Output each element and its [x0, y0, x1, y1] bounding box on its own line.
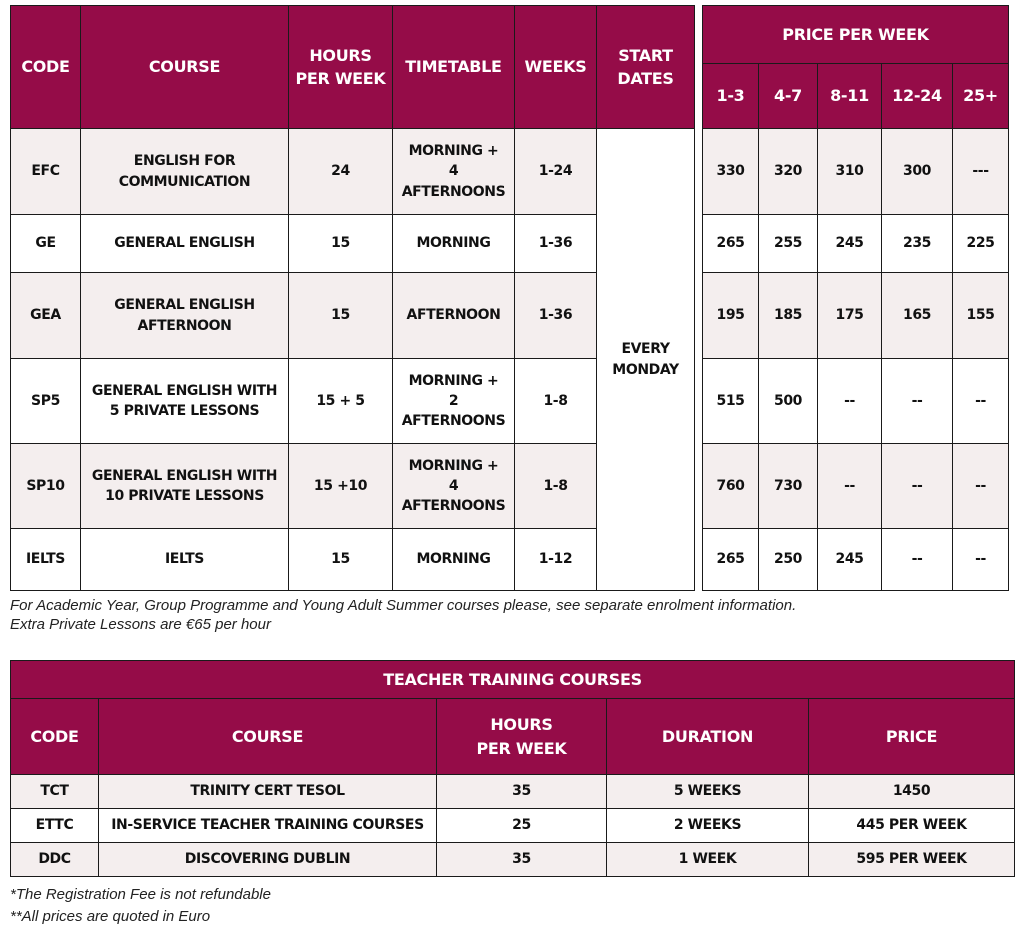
- price-cell: 250: [759, 529, 818, 591]
- timetable: MORNING: [393, 215, 515, 273]
- price-cell: 310: [818, 129, 882, 215]
- weeks: 1-8: [515, 444, 597, 529]
- column-gap: [695, 129, 703, 591]
- price-cell: --: [882, 529, 953, 591]
- price-cell: --: [818, 359, 882, 444]
- course-name: GENERAL ENGLISH: [81, 215, 289, 273]
- note-extra-private-lessons: Extra Private Lessons are €65 per hour: [10, 616, 271, 633]
- header-course: COURSE: [81, 6, 289, 129]
- price-cell: --: [882, 444, 953, 529]
- table-row: [11, 215, 1009, 273]
- tt-hours: 35: [437, 843, 607, 877]
- course-code: IELTS: [11, 529, 81, 591]
- price-cell: 245: [818, 215, 882, 273]
- price-cell: 195: [703, 273, 759, 359]
- price-cell: 760: [703, 444, 759, 529]
- tt-header-hours-line2: PER WEEK: [476, 738, 567, 758]
- timetable: MORNING: [393, 529, 515, 591]
- header-start-dates: [597, 6, 695, 129]
- tt-duration: 1 WEEK: [607, 843, 809, 877]
- timetable: MORNING + 2 AFTERNOONS: [393, 359, 515, 444]
- course-name: IELTS: [81, 529, 289, 591]
- price-cell: 330: [703, 129, 759, 215]
- tt-course: DISCOVERING DUBLIN: [99, 843, 437, 877]
- price-cell: 320: [759, 129, 818, 215]
- column-gap: [695, 6, 703, 129]
- teacher-training-table: [10, 660, 1015, 877]
- tt-code: TCT: [11, 775, 99, 809]
- header-price-band: 1-3: [703, 64, 759, 129]
- table-row: [11, 529, 1009, 591]
- table-row: [11, 129, 1009, 215]
- hours-per-week: 15 + 5: [289, 359, 393, 444]
- header-start-line2: DATES: [617, 69, 674, 88]
- weeks: 1-8: [515, 359, 597, 444]
- price-cell: --: [953, 359, 1009, 444]
- hours-per-week: 15 +10: [289, 444, 393, 529]
- price-cell: 165: [882, 273, 953, 359]
- hours-per-week: 15: [289, 273, 393, 359]
- course-name: ENGLISH FOR COMMUNICATION: [81, 129, 289, 215]
- tt-duration: 2 WEEKS: [607, 809, 809, 843]
- price-cell: --: [953, 529, 1009, 591]
- price-cell: 500: [759, 359, 818, 444]
- tt-duration: 5 WEEKS: [607, 775, 809, 809]
- timetable: MORNING + 4 AFTERNOONS: [393, 129, 515, 215]
- header-hours-line2: PER WEEK: [295, 69, 386, 88]
- tt-code: DDC: [11, 843, 99, 877]
- header-price-band: 4-7: [759, 64, 818, 129]
- weeks: 1-36: [515, 215, 597, 273]
- price-cell: 255: [759, 215, 818, 273]
- footnote-registration-fee: *The Registration Fee is not refundable: [10, 886, 271, 903]
- price-cell: --: [882, 359, 953, 444]
- tt-header-code: CODE: [11, 699, 99, 775]
- tt-course: TRINITY CERT TESOL: [99, 775, 437, 809]
- course-code: GEA: [11, 273, 81, 359]
- header-code: CODE: [11, 6, 81, 129]
- tt-course: IN-SERVICE TEACHER TRAINING COURSES: [99, 809, 437, 843]
- header-hours-line1: HOURS: [309, 45, 372, 65]
- hours-per-week: 15: [289, 529, 393, 591]
- price-cell: 235: [882, 215, 953, 273]
- weeks: 1-24: [515, 129, 597, 215]
- timetable: MORNING + 4 AFTERNOONS: [393, 444, 515, 529]
- course-code: EFC: [11, 129, 81, 215]
- table-row: [11, 273, 1009, 359]
- tt-code: ETTC: [11, 809, 99, 843]
- header-start-line1: START: [618, 45, 673, 65]
- price-cell: 300: [882, 129, 953, 215]
- table-row: [11, 843, 1015, 877]
- course-name: GENERAL ENGLISH WITH 10 PRIVATE LESSONS: [81, 444, 289, 529]
- course-code: SP10: [11, 444, 81, 529]
- hours-per-week: 24: [289, 129, 393, 215]
- course-price-table: [10, 5, 1009, 591]
- tt-header-hours-per-week: [437, 699, 607, 775]
- tt-header-hours-line1: HOURS: [490, 715, 553, 735]
- teacher-training-title: TEACHER TRAINING COURSES: [11, 661, 1015, 699]
- tt-price: 445 PER WEEK: [809, 809, 1015, 843]
- hours-per-week: 15: [289, 215, 393, 273]
- weeks: 1-36: [515, 273, 597, 359]
- price-cell: 265: [703, 529, 759, 591]
- header-weeks: WEEKS: [515, 6, 597, 129]
- table-row: [11, 359, 1009, 444]
- tt-header-duration: DURATION: [607, 699, 809, 775]
- course-name: GENERAL ENGLISH WITH 5 PRIVATE LESSONS: [81, 359, 289, 444]
- header-price-band: 25+: [953, 64, 1009, 129]
- course-code: SP5: [11, 359, 81, 444]
- tt-price: 1450: [809, 775, 1015, 809]
- price-cell: 515: [703, 359, 759, 444]
- note-academic-year: For Academic Year, Group Programme and Young Adult Summer courses please, see separate enrolment information.: [10, 597, 797, 614]
- tt-hours: 25: [437, 809, 607, 843]
- start-dates-line1: EVERY: [621, 341, 670, 358]
- price-cell: ---: [953, 129, 1009, 215]
- price-cell: 225: [953, 215, 1009, 273]
- price-cell: 185: [759, 273, 818, 359]
- header-price-band: 12-24: [882, 64, 953, 129]
- price-cell: --: [818, 444, 882, 529]
- tt-header-price: PRICE: [809, 699, 1015, 775]
- weeks: 1-12: [515, 529, 597, 591]
- start-dates-line2: MONDAY: [612, 361, 679, 378]
- footnote-prices-in-euro: **All prices are quoted in Euro: [10, 908, 211, 925]
- price-cell: 175: [818, 273, 882, 359]
- header-price-band: 8-11: [818, 64, 882, 129]
- tt-hours: 35: [437, 775, 607, 809]
- table-row: [11, 775, 1015, 809]
- header-price-per-week: PRICE PER WEEK: [703, 6, 1009, 64]
- table-row: [11, 444, 1009, 529]
- price-cell: 155: [953, 273, 1009, 359]
- price-cell: 730: [759, 444, 818, 529]
- header-hours-per-week: [289, 6, 393, 129]
- tt-price: 595 PER WEEK: [809, 843, 1015, 877]
- course-code: GE: [11, 215, 81, 273]
- course-name: GENERAL ENGLISH AFTERNOON: [81, 273, 289, 359]
- start-dates: [597, 129, 695, 591]
- table-row: [11, 809, 1015, 843]
- price-cell: --: [953, 444, 1009, 529]
- price-cell: 245: [818, 529, 882, 591]
- price-cell: 265: [703, 215, 759, 273]
- tt-header-course: COURSE: [99, 699, 437, 775]
- timetable: AFTERNOON: [393, 273, 515, 359]
- header-timetable: TIMETABLE: [393, 6, 515, 129]
